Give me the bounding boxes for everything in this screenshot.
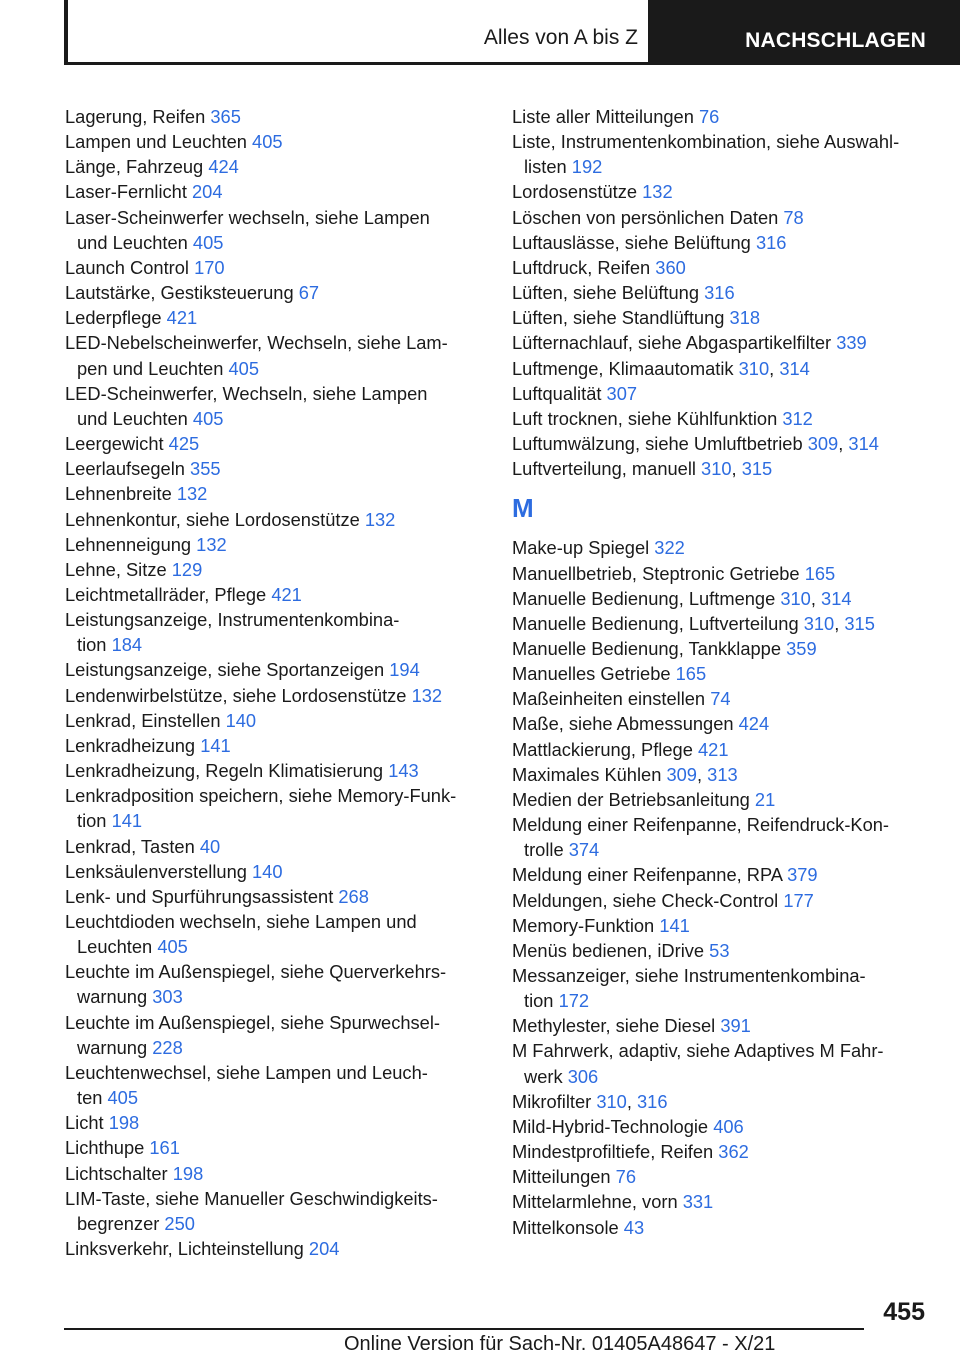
index-entry: Maximales Kühlen 309, 313 <box>512 763 738 785</box>
index-entry <box>65 959 485 1009</box>
index-entry <box>512 381 932 406</box>
index-entry-term: Lenkradposition speichern, siehe Memory-Funk- <box>65 785 457 807</box>
page-link[interactable]: 140 <box>252 860 283 882</box>
page-link[interactable]: 307 <box>606 382 638 404</box>
index-entry <box>65 582 485 607</box>
page-link[interactable]: 192 <box>571 156 603 178</box>
header-section-title: Alles von A bis Z <box>483 26 638 49</box>
index-entry-term: Luftdruck, Reifen <box>512 256 651 278</box>
index-entry-term: Lenkradheizung, Regeln Klimatisierung <box>65 760 384 782</box>
page-link[interactable]: 40 <box>199 835 221 857</box>
index-entry <box>65 431 485 456</box>
index-entry <box>65 255 485 280</box>
index-entry <box>512 1139 932 1164</box>
page-link[interactable]: 228 <box>152 1036 183 1058</box>
index-entry <box>512 205 932 230</box>
page-link[interactable]: 312 <box>782 407 813 429</box>
index-entry-term-continuation: tion <box>77 810 107 832</box>
index-entry <box>65 783 485 833</box>
index-entry-term: Lordosenstütze <box>512 181 638 203</box>
page-link[interactable]: 405 <box>157 936 188 958</box>
chapter-tab[interactable] <box>652 0 960 65</box>
page-link[interactable]: 406 <box>713 1115 744 1137</box>
index-entry-term: Messanzeiger, siehe Instrumentenkombina- <box>512 965 866 986</box>
index-entry-term: Lehnenbreite <box>65 483 172 505</box>
page-link[interactable]: 310 <box>701 458 732 480</box>
index-entry-term: Leistungsanzeige, Instrumentenkombina- <box>65 609 400 631</box>
index-entry: Luftmenge, Klimaautomatik 310, 314 <box>512 357 810 379</box>
index-entry-term: Lehnenneigung <box>65 533 192 555</box>
page-link[interactable]: 170 <box>194 256 225 278</box>
index-entry-term: Lampen und Leuchten <box>65 131 247 153</box>
index-entry <box>512 812 932 862</box>
page-link[interactable]: 129 <box>171 558 203 580</box>
page-link[interactable]: 310 <box>738 357 770 379</box>
index-entry <box>65 481 485 506</box>
index-entry-term: Medien der Betriebsanleitung <box>512 788 750 810</box>
index-entry <box>512 938 932 963</box>
index-entry-term: Luft trocknen, siehe Kühlfunktion <box>512 407 778 429</box>
index-entry <box>65 607 485 657</box>
index-entry <box>65 1186 485 1236</box>
page-link[interactable]: 310 <box>596 1090 627 1112</box>
index-entry-term-continuation: begrenzer <box>77 1212 160 1234</box>
index-entry-term: Manuelle Bedienung, Tankklappe <box>512 637 782 659</box>
page-link[interactable]: 316 <box>755 231 787 253</box>
page-link[interactable]: 250 <box>164 1212 195 1234</box>
index-entry <box>65 305 485 330</box>
index-entry <box>512 1114 932 1139</box>
page-link[interactable]: 140 <box>225 709 257 731</box>
index-entry-term: Laser-Fernlicht <box>65 181 187 203</box>
page-link[interactable]: 360 <box>655 256 686 278</box>
index-entry: Mikrofilter 310, 316 <box>512 1090 668 1112</box>
page-link[interactable]: 309 <box>666 763 697 785</box>
footer-text: Online Version für Sach-Nr. 01405A48647 - X/21 <box>344 1333 776 1355</box>
page-link[interactable]: 184 <box>111 634 143 656</box>
page-link[interactable]: 424 <box>208 156 239 178</box>
index-entry-term-continuation: Leuchten <box>77 936 153 958</box>
index-entry-term: Maximales Kühlen <box>512 763 662 785</box>
index-entry-term: Meldung einer Reifenpanne, RPA <box>512 864 782 886</box>
page-link[interactable]: 314 <box>848 433 879 455</box>
index-entry <box>512 1164 932 1189</box>
index-entry <box>512 255 932 280</box>
index-entry <box>65 683 485 708</box>
footer-rule <box>64 1328 864 1330</box>
page-link[interactable]: 339 <box>836 332 867 354</box>
index-entry <box>65 381 485 431</box>
page-link[interactable]: 405 <box>192 407 224 429</box>
index-entry <box>65 205 485 255</box>
page-link[interactable]: 78 <box>783 206 804 228</box>
page-link[interactable]: 310 <box>803 612 835 634</box>
index-entry-term: Länge, Fahrzeug <box>65 156 204 178</box>
index-entry-term: Lüfternachlauf, siehe Abgaspartikelfilter <box>512 332 832 354</box>
index-entry-term: Lenkradheizung <box>65 734 196 756</box>
index-entry-term-continuation: und Leuchten <box>77 231 188 253</box>
index-entry <box>512 280 932 305</box>
index-entry-term: Lenkrad, Einstellen <box>65 709 221 731</box>
index-entry-term: LED-Nebelscheinwerfer, Wechseln, siehe Lam- <box>65 332 448 354</box>
index-entry-term: Mattlackierung, Pflege <box>512 738 693 760</box>
chapter-tab-label: NACHSCHLAGEN <box>745 29 926 52</box>
index-entry <box>65 507 485 532</box>
index-entry-term: Leichtmetallräder, Pflege <box>65 583 267 605</box>
index-entry <box>512 305 932 330</box>
index-entry <box>65 1060 485 1110</box>
page-link[interactable]: 316 <box>704 282 735 304</box>
index-entry: Manuelle Bedienung, Luftverteilung 310, 315 <box>512 612 875 634</box>
page-link[interactable]: 315 <box>844 612 875 634</box>
index-entry-term: Lagerung, Reifen <box>65 106 206 127</box>
index-entry <box>512 129 932 179</box>
index-entry-term: Linksverkehr, Lichteinstellung <box>65 1238 304 1260</box>
index-entry-term: Lichtschalter <box>65 1162 168 1184</box>
index-entry-term: Liste aller Mitteilungen <box>512 106 694 127</box>
index-entry <box>65 884 485 909</box>
index-entry-term-continuation: ten <box>77 1087 103 1109</box>
index-entry <box>65 557 485 582</box>
index-entry <box>512 862 932 887</box>
index-entry <box>65 708 485 733</box>
index-entry <box>512 888 932 913</box>
index-entry <box>512 230 932 255</box>
page-link[interactable]: 421 <box>166 307 198 329</box>
index-entry-term-continuation: warnung <box>77 1036 148 1058</box>
index-entry <box>512 330 932 355</box>
index-entry: Manuelle Bedienung, Luftmenge 310, 314 <box>512 587 852 609</box>
page-link[interactable]: 365 <box>210 106 241 127</box>
page-link[interactable]: 314 <box>821 587 852 609</box>
index-entry <box>512 913 932 938</box>
index-entry-term: Lenk- und Spurführungsassistent <box>65 885 334 907</box>
index-entry <box>512 787 932 812</box>
page-link[interactable]: 421 <box>271 583 302 605</box>
page-link[interactable]: 141 <box>659 914 690 936</box>
index-entry-term: LED-Scheinwerfer, Wechseln, siehe Lampen <box>65 382 428 404</box>
index-entry <box>512 711 932 736</box>
index-entry-term-continuation: pen und Leuchten <box>77 357 224 379</box>
index-entry <box>65 532 485 557</box>
page-link[interactable]: 204 <box>308 1238 340 1260</box>
index-entry-term: Lichthupe <box>65 1137 145 1159</box>
page-link[interactable]: 76 <box>615 1166 637 1188</box>
index-entry-term: Lehnenkontur, siehe Lordosenstütze <box>65 508 360 530</box>
page-link[interactable]: 268 <box>338 885 369 907</box>
index-entry-term: Mild-Hybrid-Technologie <box>512 1115 709 1137</box>
page-link[interactable]: 21 <box>754 788 776 810</box>
header-left-rule <box>64 0 68 64</box>
index-entry-term: Lenksäulenverstellung <box>65 860 247 882</box>
index-entry-term: Leuchte im Außenspiegel, siehe Spurwechsel- <box>65 1011 440 1033</box>
index-entry-term: Luftauslässe, siehe Belüftung <box>512 231 751 253</box>
page-link[interactable]: 141 <box>111 810 143 832</box>
index-entry-term: Make-up Spiegel <box>512 537 650 559</box>
section-letter-heading: M <box>512 493 534 524</box>
index-entry: Luftverteilung, manuell 310, 315 <box>512 458 773 480</box>
page-link[interactable]: 424 <box>738 713 770 735</box>
page-link[interactable]: 306 <box>567 1065 599 1087</box>
index-entry <box>65 1161 485 1186</box>
page-link[interactable]: 355 <box>190 458 221 480</box>
page-link[interactable]: 165 <box>804 562 836 584</box>
index-entry <box>512 686 932 711</box>
page-link[interactable]: 177 <box>783 889 814 911</box>
index-entry-term: Luftverteilung, manuell <box>512 458 696 480</box>
index-entry-term: Meldung einer Reifenpanne, Reifendruck-Kon- <box>512 814 890 836</box>
page-link[interactable]: 391 <box>720 1015 751 1037</box>
page-link[interactable]: 405 <box>107 1087 139 1109</box>
index-entry-term: Licht <box>65 1112 104 1134</box>
page-link[interactable]: 309 <box>807 433 839 455</box>
index-entry-term-continuation: und Leuchten <box>77 407 188 429</box>
index-entry-term-continuation: tion <box>524 990 554 1012</box>
index-entry-term: Leistungsanzeige, siehe Sportanzeigen <box>65 659 385 681</box>
page-link[interactable]: 132 <box>642 181 673 203</box>
page-link[interactable]: 165 <box>675 663 707 685</box>
index-entry-term-continuation: trolle <box>524 839 564 861</box>
index-entry <box>512 661 932 686</box>
index-entry <box>65 104 485 129</box>
index-entry <box>65 154 485 179</box>
index-entry-term: Launch Control <box>65 256 189 278</box>
index-entry <box>512 406 932 431</box>
index-entry-term-continuation: werk <box>524 1065 563 1087</box>
index-entry <box>65 330 485 380</box>
header-bottom-rule <box>64 62 652 65</box>
page-link[interactable]: 53 <box>709 939 730 961</box>
page-link[interactable]: 405 <box>192 231 224 253</box>
page-link[interactable]: 405 <box>252 131 283 153</box>
index-entry-term: Leuchtenwechsel, siehe Lampen und Leuch- <box>65 1061 428 1083</box>
page-link[interactable]: 421 <box>697 738 729 760</box>
index-group-m <box>512 535 932 1239</box>
page-link[interactable]: 143 <box>388 760 419 782</box>
index-entry-term: Leuchte im Außenspiegel, siehe Querverkehrs- <box>65 961 447 983</box>
page-link[interactable]: 322 <box>654 537 685 559</box>
index-entry-term: Manuelles Getriebe <box>512 663 671 685</box>
page-link[interactable]: 362 <box>718 1141 749 1163</box>
page-link[interactable]: 74 <box>710 688 731 710</box>
index-entry-term: Leerlaufsegeln <box>65 458 185 480</box>
page-link[interactable]: 132 <box>411 684 443 706</box>
index-entry <box>512 561 932 586</box>
index-entry <box>512 535 932 560</box>
index-entry <box>65 733 485 758</box>
index-entry <box>65 1236 485 1261</box>
page-link[interactable]: 316 <box>637 1090 668 1112</box>
index-entry-term: Methylester, siehe Diesel <box>512 1015 716 1037</box>
index-entry-term: Mindestprofiltiefe, Reifen <box>512 1141 714 1163</box>
index-entry <box>65 859 485 884</box>
index-entry-term: Mikrofilter <box>512 1090 592 1112</box>
page-number: 455 <box>883 1298 925 1326</box>
page-link[interactable]: 198 <box>172 1162 204 1184</box>
index-entry-term: Manuelle Bedienung, Luftmenge <box>512 587 776 609</box>
index-group-l-continued <box>512 104 932 481</box>
page-link[interactable]: 43 <box>623 1216 645 1238</box>
page-link[interactable]: 204 <box>192 181 223 203</box>
index-entry <box>65 280 485 305</box>
index-entry <box>512 963 932 1013</box>
index-entry-term: Liste, Instrumentenkombination, siehe Auswahl- <box>512 131 900 153</box>
page-link[interactable]: 132 <box>364 508 396 530</box>
page-link[interactable]: 76 <box>699 106 720 127</box>
index-entry <box>512 179 932 204</box>
index-entry: Luftumwälzung, siehe Umluftbetrieb 309, 314 <box>512 433 879 455</box>
index-entry-term-continuation: warnung <box>77 986 148 1008</box>
page-link[interactable]: 359 <box>786 637 817 659</box>
index-entry-term: Lautstärke, Gestiksteuerung <box>65 282 294 304</box>
index-entry-term: Lendenwirbelstütze, siehe Lordosenstütze <box>65 684 407 706</box>
index-entry-term: Mittelarmlehne, vorn <box>512 1191 678 1213</box>
index-entry <box>512 1038 932 1088</box>
index-entry-term: Mittelkonsole <box>512 1216 619 1238</box>
page-link[interactable]: 194 <box>389 659 420 681</box>
index-entry-term: Lehne, Sitze <box>65 558 167 580</box>
page-link[interactable]: 405 <box>228 357 259 379</box>
page-link[interactable]: 379 <box>787 864 818 886</box>
index-entry-term: Memory-Funktion <box>512 914 655 936</box>
index-entry <box>512 1013 932 1038</box>
index-entry <box>512 737 932 762</box>
index-entry-term-continuation: tion <box>77 634 107 656</box>
index-column-left <box>65 104 485 1261</box>
page-link[interactable]: 161 <box>149 1137 180 1159</box>
page-link[interactable]: 172 <box>558 990 590 1012</box>
page-link[interactable]: 313 <box>707 763 738 785</box>
index-entry <box>65 179 485 204</box>
index-entry-term: Meldungen, siehe Check-Control <box>512 889 779 911</box>
index-entry-term-continuation: listen <box>524 156 567 178</box>
page-link[interactable]: 132 <box>196 533 227 555</box>
index-entry <box>65 456 485 481</box>
page-link[interactable]: 318 <box>729 307 761 329</box>
index-entry <box>65 129 485 154</box>
index-entry <box>512 636 932 661</box>
index-entry <box>65 1135 485 1160</box>
page-link[interactable]: 141 <box>200 734 231 756</box>
page-link[interactable]: 310 <box>780 587 811 609</box>
page-link[interactable]: 198 <box>108 1112 140 1134</box>
page-link[interactable]: 303 <box>152 986 183 1008</box>
index-entry-term: Luftumwälzung, siehe Umluftbetrieb <box>512 433 803 455</box>
index-entry <box>65 758 485 783</box>
index-entry <box>512 1215 932 1240</box>
page-link[interactable]: 374 <box>568 839 600 861</box>
index-entry <box>512 1189 932 1214</box>
index-entry-term: Leuchtdioden wechseln, siehe Lampen und <box>65 911 417 932</box>
index-entry-term: M Fahrwerk, adaptiv, siehe Adaptives M Fahr- <box>512 1040 884 1062</box>
page-link[interactable]: 132 <box>176 483 208 505</box>
index-entry-term: Leergewicht <box>65 433 164 455</box>
index-entry <box>512 104 932 129</box>
index-entry-term: Löschen von persönlichen Daten <box>512 206 779 228</box>
index-column-right <box>512 104 932 1240</box>
index-entry-term: Maße, siehe Abmessungen <box>512 713 734 735</box>
page-link[interactable]: 315 <box>741 458 773 480</box>
index-entry-term: LIM-Taste, siehe Manueller Geschwindigkeits- <box>65 1187 438 1209</box>
index-entry <box>65 1010 485 1060</box>
index-entry-term: Luftmenge, Klimaautomatik <box>512 357 734 379</box>
index-entry-term: Manuelle Bedienung, Luftverteilung <box>512 612 799 634</box>
index-entry-term: Lüften, siehe Belüftung <box>512 282 700 304</box>
index-entry-term: Lederpflege <box>65 307 162 329</box>
index-entry-term: Laser-Scheinwerfer wechseln, siehe Lampen <box>65 206 430 228</box>
page-link[interactable]: 314 <box>779 357 810 379</box>
index-entry <box>65 909 485 959</box>
index-entry-term: Maßeinheiten einstellen <box>512 688 706 710</box>
index-entry-term: Luftqualität <box>512 382 602 404</box>
page-link[interactable]: 331 <box>682 1191 714 1213</box>
index-entry-term: Mitteilungen <box>512 1166 611 1188</box>
index-entry <box>65 657 485 682</box>
index-entry-term: Menüs bedienen, iDrive <box>512 939 705 961</box>
index-entry <box>65 834 485 859</box>
index-entry-term: Lüften, siehe Standlüftung <box>512 307 725 329</box>
index-entry-term: Lenkrad, Tasten <box>65 835 195 857</box>
index-entry-term: Manuellbetrieb, Steptronic Getriebe <box>512 562 800 584</box>
page-link[interactable]: 425 <box>168 433 200 455</box>
index-entry <box>65 1110 485 1135</box>
page-link[interactable]: 67 <box>298 282 320 304</box>
